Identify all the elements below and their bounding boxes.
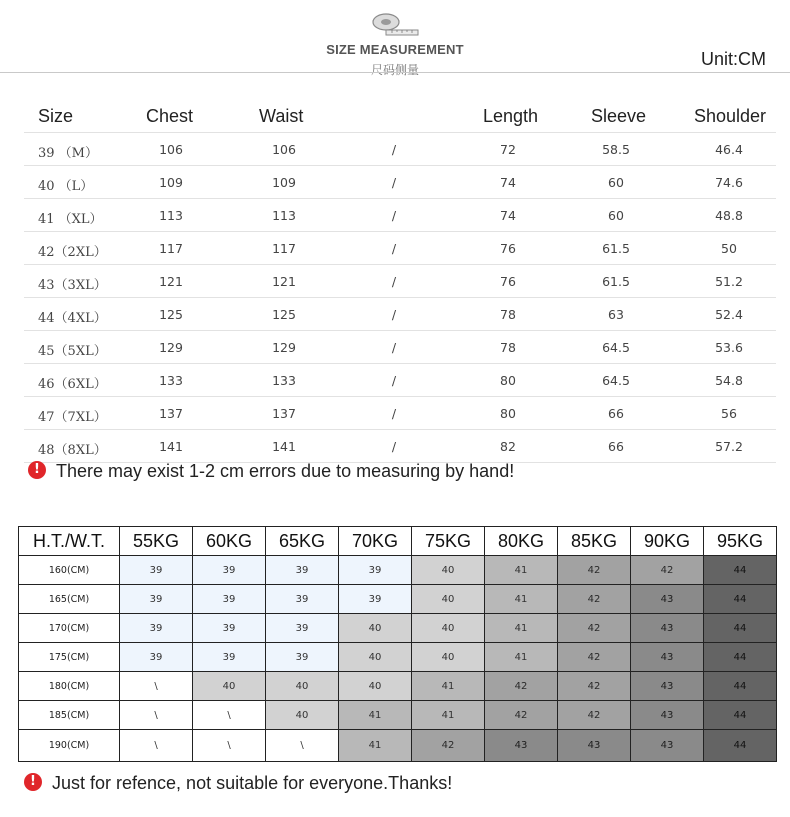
weight-header: 65KG [266, 527, 339, 556]
size-cell: 44 [704, 556, 777, 585]
size-cell: 41 [485, 556, 558, 585]
height-label: 190(CM) [19, 730, 120, 762]
table-row [24, 430, 776, 463]
size-cell: 43 [631, 643, 704, 672]
shoulder-cell: 53.6 [715, 340, 743, 355]
size-cell: 42 [631, 556, 704, 585]
size-cell: 41 [339, 730, 412, 762]
size-cell: 42 [558, 701, 631, 730]
chest-cell: 141 [159, 439, 183, 454]
weight-header: 70KG [339, 527, 412, 556]
col-header-size: Size [38, 106, 74, 126]
weight-header: 85KG [558, 527, 631, 556]
weight-header: 80KG [485, 527, 558, 556]
chest-cell: 113 [159, 208, 183, 223]
size-chart-table [24, 102, 776, 463]
size-cell: \ [266, 730, 339, 762]
size-cell: 41 [412, 701, 485, 730]
size-cell: 43（3XL） [38, 278, 107, 293]
size-cell: 44 [704, 730, 777, 762]
size-cell: 40 [412, 585, 485, 614]
table-row [19, 556, 777, 585]
table-row [24, 331, 776, 364]
table-row [19, 585, 777, 614]
col-header-length: Length [483, 106, 539, 126]
shoulder-cell: 54.8 [715, 373, 743, 388]
chest-cell: 109 [159, 175, 183, 190]
size-cell: 40 [193, 672, 266, 701]
reference-note-text: Just for refence, not suitable for everyone.Thanks! [52, 773, 453, 793]
chest-cell: 137 [159, 406, 183, 421]
size-cell: 40 [266, 672, 339, 701]
shoulder-cell: 52.4 [715, 307, 743, 322]
size-cell: 41 [485, 614, 558, 643]
size-cell: 40 [339, 643, 412, 672]
size-cell: \ [120, 701, 193, 730]
col-header-chest: Chest [146, 106, 194, 126]
table-row [24, 364, 776, 397]
size-cell: 40 [412, 614, 485, 643]
table-row [19, 701, 777, 730]
size-cell: 42 [558, 614, 631, 643]
size-cell: 39 [193, 643, 266, 672]
exclamation-circle-icon: ! [28, 461, 46, 479]
size-cell: 43 [631, 672, 704, 701]
size-cell: 41 [485, 643, 558, 672]
waist-cell: 121 [272, 274, 296, 289]
size-cell: 42 [558, 556, 631, 585]
size-cell: 40 （L） [38, 179, 94, 194]
size-cell: 39 [120, 585, 193, 614]
table-row [19, 672, 777, 701]
size-cell: 47（7XL） [38, 410, 107, 425]
size-cell: \ [193, 730, 266, 762]
reference-note [24, 773, 452, 794]
col-header-shoulder: Shoulder [694, 106, 767, 126]
size-cell: 43 [485, 730, 558, 762]
size-cell: 39 [120, 643, 193, 672]
separator-cell: / [391, 241, 397, 256]
size-cell: 44 [704, 672, 777, 701]
separator-cell: / [391, 307, 397, 322]
length-cell: 76 [500, 241, 516, 256]
table-row [24, 166, 776, 199]
sleeve-cell: 58.5 [602, 142, 630, 157]
size-cell: 43 [558, 730, 631, 762]
weight-header: 90KG [631, 527, 704, 556]
table-row [24, 298, 776, 331]
separator-cell: / [391, 373, 397, 388]
size-cell: 41 [485, 585, 558, 614]
table-row [24, 232, 776, 265]
waist-cell: 106 [272, 142, 296, 157]
separator-cell: / [391, 175, 397, 190]
header-divider [0, 72, 790, 73]
page-subtitle: 尺码侧量 [370, 63, 419, 77]
length-cell: 74 [500, 208, 516, 223]
size-cell: 40 [339, 614, 412, 643]
shoulder-cell: 74.6 [715, 175, 743, 190]
size-cell: 40 [412, 643, 485, 672]
size-cell: 43 [631, 614, 704, 643]
height-weight-header [19, 527, 777, 556]
chest-cell: 133 [159, 373, 183, 388]
size-cell: 43 [631, 701, 704, 730]
size-cell: 44 [704, 701, 777, 730]
size-cell: 42 [412, 730, 485, 762]
height-label: 170(CM) [19, 614, 120, 643]
height-label: 185(CM) [19, 701, 120, 730]
size-cell: \ [120, 730, 193, 762]
chest-cell: 125 [159, 307, 183, 322]
page-title: SIZE MEASUREMENT [326, 42, 464, 57]
size-cell: 41 [339, 701, 412, 730]
sleeve-cell: 61.5 [602, 241, 630, 256]
sleeve-cell: 64.5 [602, 373, 630, 388]
size-cell: 43 [631, 585, 704, 614]
separator-cell: / [391, 142, 397, 157]
size-cell: 42 [558, 643, 631, 672]
size-cell: 45（5XL） [38, 344, 107, 359]
sleeve-cell: 66 [608, 439, 624, 454]
measurement-note [28, 461, 514, 482]
length-cell: 76 [500, 274, 516, 289]
chest-cell: 106 [159, 142, 183, 157]
size-cell: 39 [266, 614, 339, 643]
separator-cell: / [391, 208, 397, 223]
table-row [19, 614, 777, 643]
size-cell: 42 [485, 701, 558, 730]
weight-header: 75KG [412, 527, 485, 556]
weight-header: 55KG [120, 527, 193, 556]
size-cell: \ [120, 672, 193, 701]
shoulder-cell: 56 [721, 406, 737, 421]
shoulder-cell: 51.2 [715, 274, 743, 289]
sleeve-cell: 60 [608, 208, 624, 223]
size-cell: 44 [704, 614, 777, 643]
sleeve-cell: 60 [608, 175, 624, 190]
size-cell: 39 [266, 643, 339, 672]
size-cell: 39 [193, 556, 266, 585]
size-cell: 44 [704, 643, 777, 672]
size-cell: 42 [558, 585, 631, 614]
table-row [24, 397, 776, 430]
shoulder-cell: 57.2 [715, 439, 743, 454]
sleeve-cell: 64.5 [602, 340, 630, 355]
waist-cell: 109 [272, 175, 296, 190]
size-cell: 42 [485, 672, 558, 701]
sleeve-cell: 66 [608, 406, 624, 421]
table-row [24, 133, 776, 166]
size-cell: 39 [120, 556, 193, 585]
size-cell: 41 （XL） [38, 212, 103, 227]
size-cell: 39 [266, 585, 339, 614]
length-cell: 82 [500, 439, 516, 454]
length-cell: 80 [500, 373, 516, 388]
waist-cell: 125 [272, 307, 296, 322]
waist-cell: 117 [272, 241, 296, 256]
height-label: 165(CM) [19, 585, 120, 614]
col-header-sleeve: Sleeve [591, 106, 647, 126]
shoulder-cell: 50 [721, 241, 737, 256]
size-cell: 39 [120, 614, 193, 643]
length-cell: 78 [500, 340, 516, 355]
exclamation-circle-icon: ! [24, 773, 42, 791]
size-cell: 39 [266, 556, 339, 585]
size-cell: 39 [193, 614, 266, 643]
separator-cell: / [391, 439, 397, 454]
length-cell: 72 [500, 142, 516, 157]
size-cell: 41 [412, 672, 485, 701]
waist-cell: 129 [272, 340, 296, 355]
size-cell: 46（6XL） [38, 377, 107, 392]
height-label: 160(CM) [19, 556, 120, 585]
measuring-tape-icon [370, 10, 422, 40]
unit-label: Unit:CM [700, 49, 766, 69]
chest-cell: 117 [159, 241, 183, 256]
size-cell: 42 [558, 672, 631, 701]
height-label: 175(CM) [19, 643, 120, 672]
shoulder-cell: 46.4 [715, 142, 743, 157]
table-row [24, 265, 776, 298]
waist-cell: 133 [272, 373, 296, 388]
length-cell: 80 [500, 406, 516, 421]
height-weight-table [18, 526, 777, 762]
table-row [19, 643, 777, 672]
measurement-note-text: There may exist 1-2 cm errors due to measuring by hand! [56, 461, 515, 481]
sleeve-cell: 63 [608, 307, 624, 322]
table-row [24, 199, 776, 232]
waist-cell: 137 [272, 406, 296, 421]
separator-cell: / [391, 406, 397, 421]
size-cell: 48（8XL） [38, 443, 107, 458]
size-cell: \ [193, 701, 266, 730]
height-label: 180(CM) [19, 672, 120, 701]
size-cell: 40 [412, 556, 485, 585]
size-cell: 42（2XL） [38, 245, 107, 260]
weight-header: 95KG [704, 527, 777, 556]
corner-header: H.T./W.T. [19, 527, 120, 556]
size-cell: 39 [339, 585, 412, 614]
size-cell: 43 [631, 730, 704, 762]
waist-cell: 141 [272, 439, 296, 454]
shoulder-cell: 48.8 [715, 208, 743, 223]
weight-header: 60KG [193, 527, 266, 556]
size-cell: 39 [339, 556, 412, 585]
size-cell: 44 [704, 585, 777, 614]
sleeve-cell: 61.5 [602, 274, 630, 289]
size-cell: 40 [266, 701, 339, 730]
col-header-waist: Waist [259, 106, 304, 126]
size-cell: 40 [339, 672, 412, 701]
size-cell: 39 [193, 585, 266, 614]
chest-cell: 129 [159, 340, 183, 355]
chest-cell: 121 [159, 274, 183, 289]
waist-cell: 113 [272, 208, 296, 223]
length-cell: 78 [500, 307, 516, 322]
separator-cell: / [391, 274, 397, 289]
size-chart-header [24, 102, 776, 133]
length-cell: 74 [500, 175, 516, 190]
separator-cell: / [391, 340, 397, 355]
table-row [19, 730, 777, 762]
size-cell: 44（4XL） [38, 311, 107, 326]
size-cell: 39 （M） [38, 146, 98, 161]
